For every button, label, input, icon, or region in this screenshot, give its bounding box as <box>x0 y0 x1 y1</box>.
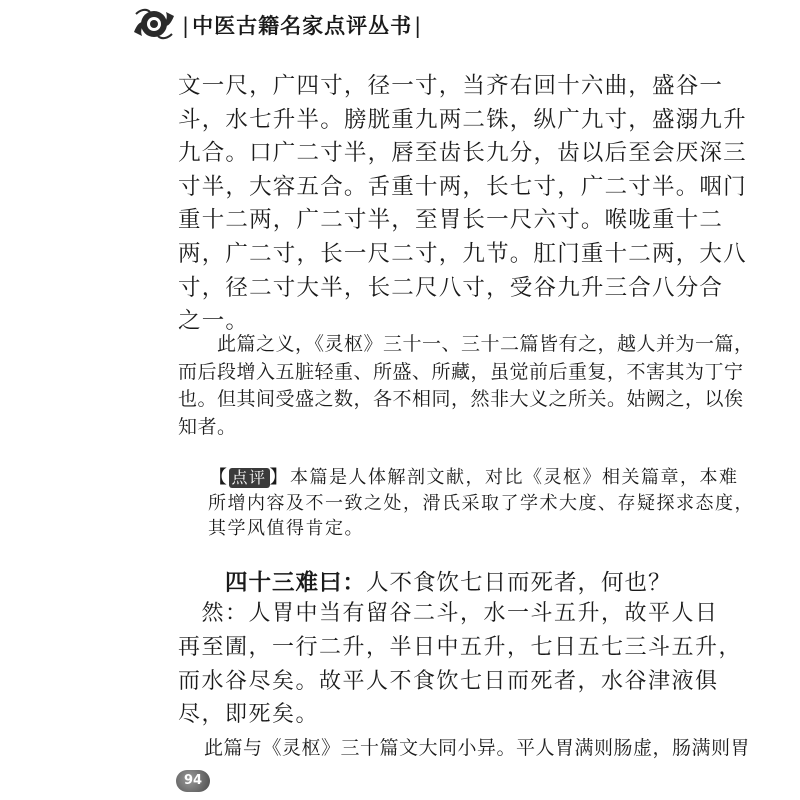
answer-line: 而水谷尽矣。故平人不食饮七日而死者，水谷津液俱 <box>178 668 719 694</box>
main-passage <box>178 70 747 339</box>
series-title-text: 中医古籍名家点评丛书 <box>192 14 413 38</box>
main-line: 寸半，大容五合。舌重十两，长七寸，广二寸半。咽门 <box>178 173 747 200</box>
answer-line: 再至圊，一行二升，半日中五升，七日五七三斗五升， <box>178 634 743 660</box>
commentary-line: 本篇是人体解剖文献，对比《灵枢》相关篇章，本难 <box>290 467 739 488</box>
question-heading <box>225 565 672 597</box>
annotation-line: 而后段增入五脏轻重、所盛、所藏，虽觉前后重复，不害其为丁宁 <box>178 360 744 383</box>
page-number-badge: 94 <box>176 770 210 792</box>
commentary-first-line <box>208 465 754 491</box>
annotation-line: 知者。 <box>178 415 237 438</box>
question-text: 人不食饮七日而死者，何也？ <box>366 570 672 596</box>
question-label: 四十三难曰： <box>225 570 367 596</box>
main-line: 寸，径二寸大半，长二尺八寸，受谷九升三合八分合 <box>178 274 724 301</box>
main-line: 九合。口广二寸半，唇至齿长九分，齿以后至会厌深三 <box>178 140 747 167</box>
annotation-line: 此篇与《灵枢》三十篇文大同小异。平人胃满则肠虚，肠满则胃 <box>204 737 751 759</box>
main-line: 两，广二寸，长一尺二寸，九节。肛门重十二两，大八 <box>178 240 747 267</box>
commentary-paragraph <box>208 465 754 542</box>
tag-bracket-close: 】 <box>269 467 290 488</box>
series-title <box>180 10 424 40</box>
commentary-tag <box>208 468 290 488</box>
commentary-line: 其学风值得肯定。 <box>208 518 364 539</box>
annotation-paragraph-2 <box>204 735 750 761</box>
main-line: 之一。 <box>178 308 250 335</box>
answer-line: 然：人胃中当有留谷二斗，水一斗五升，故平人日 <box>178 601 719 626</box>
main-line: 重十二两，广二寸半，至胃长一尺六寸。喉咙重十二 <box>178 207 724 234</box>
tag-bracket-open: 【 <box>209 467 229 488</box>
main-line: 文一尺，广四寸，径一寸，当齐右回十六曲，盛谷一 <box>178 73 724 99</box>
title-divider-left: | <box>182 14 191 38</box>
annotation-paragraph <box>178 331 754 441</box>
dragon-emblem-icon <box>130 2 178 46</box>
answer-line: 尽，即死矣。 <box>178 702 320 728</box>
main-line: 斗，水七升半。膀胱重九两二铢，纵广九寸，盛溺九升 <box>178 106 747 133</box>
answer-passage <box>178 597 742 732</box>
annotation-line: 也。但其间受盛之数，各不相同，然非大义之所关。姑阙之，以俟 <box>178 388 744 410</box>
commentary-tag-label: 点评 <box>229 468 270 488</box>
annotation-line: 此篇之义，《灵枢》三十一、三十二篇皆有之，越人并为一篇， <box>178 333 754 355</box>
commentary-line: 所增内容及不一致之处，滑氏采取了学术大度、存疑探求态度， <box>208 492 754 514</box>
title-divider-right: | <box>414 14 423 38</box>
